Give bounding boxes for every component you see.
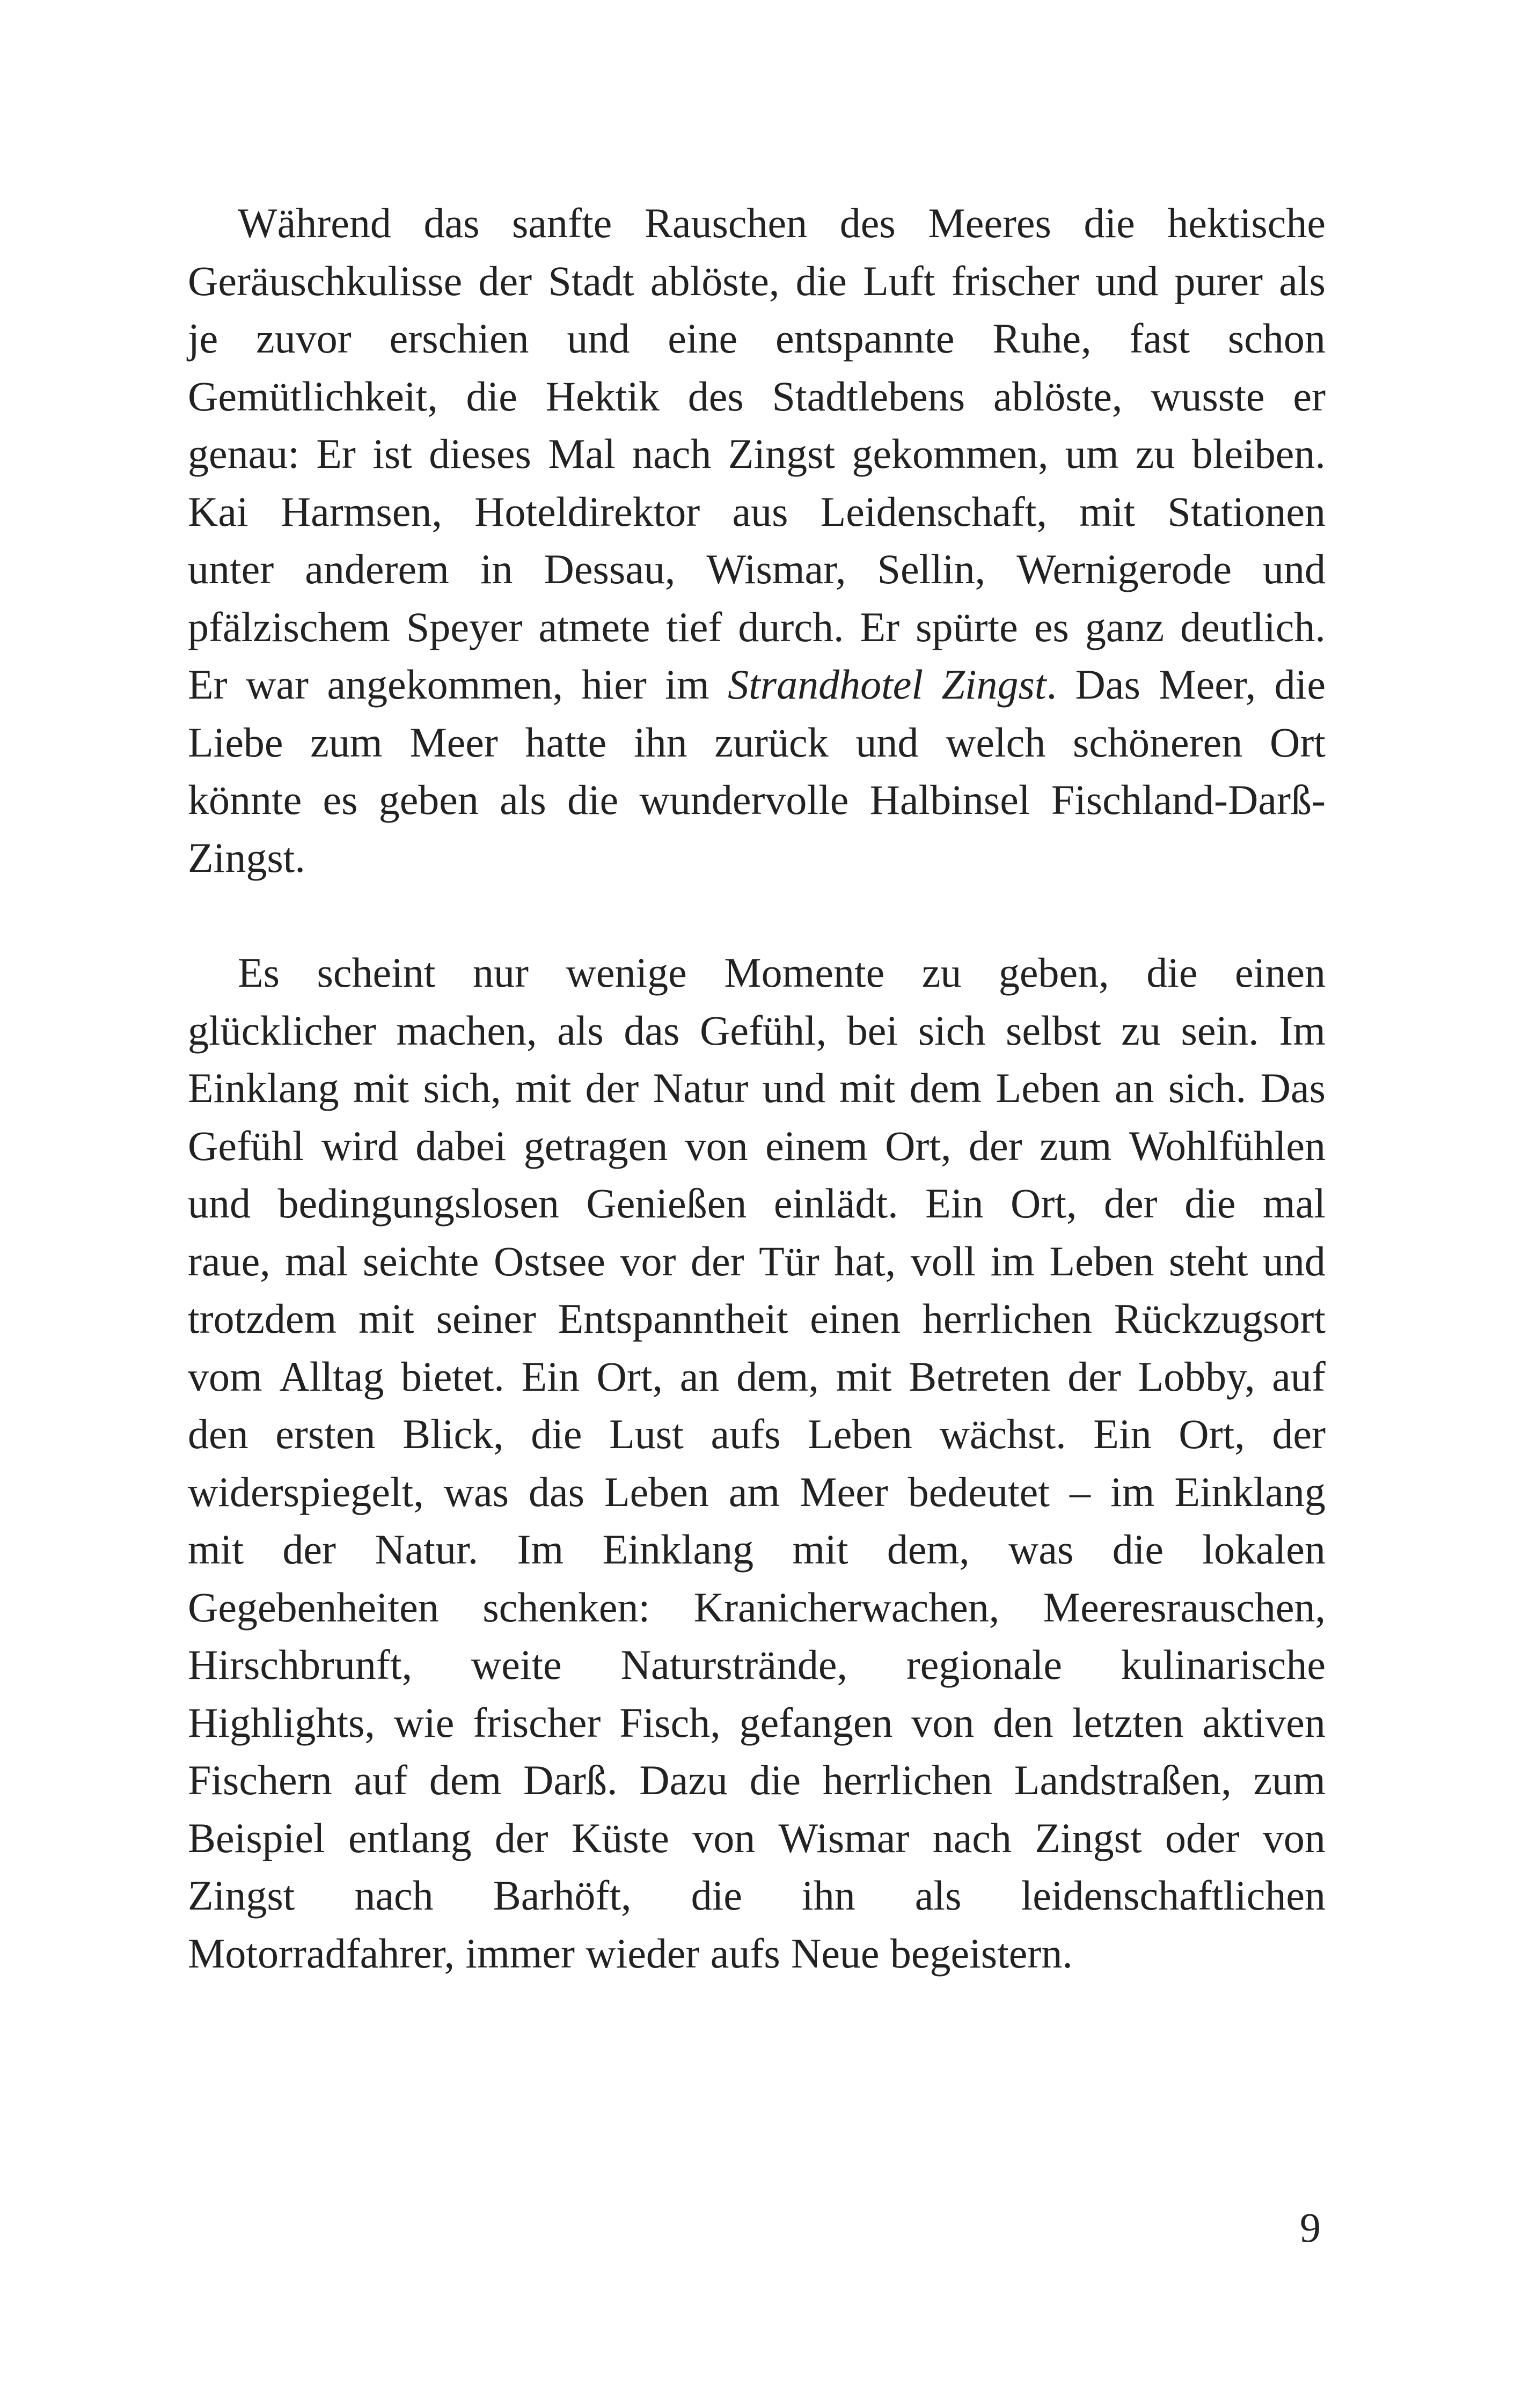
word: ganz — [1085, 603, 1165, 650]
word: welch — [946, 718, 1046, 766]
word: zu — [1135, 430, 1175, 477]
word: Wohlfühlen — [1129, 1122, 1326, 1169]
word: geben, — [998, 949, 1109, 996]
word: den — [188, 1411, 248, 1457]
word: Dazu — [639, 1757, 728, 1803]
word: Ein — [1093, 1411, 1152, 1457]
word: zu — [921, 949, 962, 996]
text-line — [188, 1636, 1326, 1694]
word: zum — [1253, 1757, 1326, 1803]
word: hatte — [525, 718, 607, 766]
word: Strandhotel — [728, 661, 924, 708]
word: er — [1293, 372, 1326, 420]
word: dieses — [429, 430, 531, 477]
word: Darß. — [523, 1757, 618, 1803]
word: Zingst — [188, 1872, 295, 1919]
word: die — [691, 1872, 742, 1919]
word: die — [1184, 1180, 1236, 1227]
word: auf — [354, 1757, 408, 1803]
word: im — [665, 661, 709, 708]
word: sich — [918, 1007, 986, 1054]
word: eine — [668, 315, 738, 362]
word: machen, — [396, 1007, 537, 1054]
word: Beispiel — [188, 1814, 325, 1861]
word: wie — [393, 1699, 455, 1746]
word: je — [188, 315, 218, 362]
word: und — [1262, 1237, 1326, 1284]
word: Wismar, — [706, 546, 846, 592]
text-line — [188, 1059, 1326, 1117]
word: zurück — [714, 718, 829, 766]
word: sich, — [423, 1064, 501, 1111]
word: Natur. — [375, 1526, 479, 1573]
word: Hektik — [545, 372, 660, 420]
word: wieder — [586, 1929, 700, 1977]
word: schöneren — [1073, 718, 1243, 766]
word: Ein — [925, 1180, 984, 1227]
word: Kranicherwachen, — [693, 1583, 1000, 1631]
word: hier — [581, 661, 647, 708]
word: Stadt — [548, 257, 634, 304]
word: Stationen — [1167, 488, 1326, 535]
word: im — [990, 1237, 1035, 1284]
word: bedingungslosen — [277, 1180, 559, 1227]
word: Hirschbrunft, — [188, 1641, 413, 1688]
word: Ein — [521, 1353, 580, 1400]
word: Leben — [1049, 1237, 1154, 1284]
word: zu — [1121, 1007, 1161, 1054]
text-line — [188, 1002, 1326, 1060]
text-line — [188, 1463, 1326, 1521]
word: die — [466, 372, 517, 420]
word: kulinarische — [1121, 1641, 1326, 1688]
word: vom — [188, 1353, 262, 1400]
word: entspannte — [775, 315, 955, 362]
word: angekommen, — [327, 661, 564, 708]
word: Lobby, — [1138, 1353, 1255, 1400]
word: Highlights, — [188, 1699, 375, 1746]
word: Blick, — [403, 1411, 504, 1457]
text-line — [188, 1117, 1326, 1175]
word: wundervolle — [639, 776, 849, 823]
word: widerspiegelt, — [188, 1468, 424, 1515]
word: einen — [810, 1295, 901, 1342]
word: Im — [517, 1526, 564, 1573]
word: als — [914, 1872, 962, 1919]
word: an — [679, 1353, 720, 1400]
word: zuvor — [256, 315, 352, 362]
word: schon — [1227, 315, 1326, 362]
word: Tür — [759, 1237, 819, 1284]
word: Es — [238, 949, 280, 996]
word: letzten — [1072, 1699, 1184, 1746]
text-line — [188, 194, 1326, 252]
word: Ostsee — [493, 1237, 605, 1284]
word: wächst. — [939, 1411, 1066, 1457]
word: von — [685, 1122, 748, 1169]
word: es — [1034, 603, 1069, 650]
word: voll — [910, 1237, 976, 1284]
text-line — [188, 1521, 1326, 1579]
word: die — [795, 257, 847, 304]
word: Das — [1075, 661, 1140, 708]
word: Halbinsel — [869, 776, 1030, 823]
word: Zingst. — [941, 661, 1057, 708]
word: es — [323, 776, 358, 823]
word: die — [531, 1411, 582, 1457]
word: in — [480, 546, 513, 592]
word: von — [911, 1699, 975, 1746]
word: unter — [188, 546, 274, 592]
word: Zingst — [1035, 1814, 1142, 1861]
word: Meer, — [1159, 661, 1256, 708]
word: Leidenschaft, — [820, 488, 1047, 535]
word: die — [1084, 200, 1135, 246]
word: begeistern. — [890, 1929, 1073, 1977]
word: atmete — [538, 603, 650, 650]
word: aus — [732, 488, 788, 535]
word: Stadtlebens — [772, 372, 965, 420]
text-line — [188, 252, 1326, 310]
word: frischer — [951, 257, 1079, 304]
word: hektische — [1167, 200, 1326, 246]
word: bietet. — [401, 1353, 504, 1400]
word: Ort, — [885, 1122, 952, 1169]
word: dem, — [887, 1526, 970, 1573]
word: einen — [1235, 949, 1326, 996]
word: Luft — [863, 257, 935, 304]
word: Ort, — [1179, 1411, 1245, 1457]
word: herrlichen — [822, 1757, 992, 1803]
word: Er — [316, 430, 356, 477]
word: genau: — [188, 430, 299, 477]
word: tief — [666, 603, 722, 650]
word: Rauschen — [644, 200, 808, 246]
word: Ort — [1269, 718, 1326, 766]
word: bei — [846, 1007, 898, 1054]
text-line — [188, 540, 1326, 598]
word: frischer — [473, 1699, 601, 1746]
word: das — [624, 1007, 680, 1054]
text-line — [188, 829, 1326, 887]
word: und — [1263, 546, 1326, 592]
word: Liebe — [188, 718, 283, 766]
word: könnte — [188, 776, 302, 823]
text-line — [188, 1174, 1326, 1232]
word: erschien — [389, 315, 529, 362]
word: einem — [765, 1122, 868, 1169]
word: um — [1065, 430, 1119, 477]
word: die — [567, 776, 619, 823]
word: Genießen — [586, 1180, 747, 1227]
word: nur — [473, 949, 529, 996]
word: die — [749, 1757, 801, 1803]
word: dem — [909, 1064, 982, 1111]
word: von — [1262, 1814, 1326, 1861]
word: Alltag — [279, 1353, 384, 1400]
text-line — [188, 1579, 1326, 1636]
word: ihn — [802, 1872, 855, 1919]
word: Speyer — [406, 603, 523, 650]
word: Leben — [996, 1064, 1101, 1111]
word: Rückzugsort — [1114, 1295, 1326, 1342]
word: ist — [372, 430, 412, 477]
word: seiner — [436, 1295, 536, 1342]
text-line — [188, 483, 1326, 541]
word: Zingst — [728, 430, 836, 477]
word: – — [1069, 1468, 1091, 1515]
word: Landstraßen, — [1014, 1757, 1232, 1803]
word: und — [762, 1064, 825, 1111]
word: Küste — [571, 1814, 669, 1861]
word: zum — [310, 718, 383, 766]
word: Meer — [800, 1468, 888, 1515]
word: an — [1114, 1064, 1154, 1111]
word: der — [1104, 1180, 1158, 1227]
word: fast — [1129, 315, 1190, 362]
word: Geräuschkulisse — [188, 257, 463, 304]
word: und — [188, 1180, 251, 1227]
text-line — [188, 1348, 1326, 1406]
word: was — [1008, 1526, 1074, 1573]
word: Zingst. — [188, 834, 305, 881]
word: Gemütlichkeit, — [188, 372, 438, 420]
word: als — [1279, 257, 1326, 304]
word: als — [557, 1007, 604, 1054]
word: purer — [1174, 257, 1263, 304]
word: gekommen, — [852, 430, 1049, 477]
word: Meeresrauschen, — [1043, 1583, 1326, 1631]
word: mal — [285, 1237, 348, 1284]
word: spürte — [916, 603, 1018, 650]
word: Wismar — [778, 1814, 910, 1861]
text-line — [188, 1405, 1326, 1463]
word: sanfte — [512, 200, 612, 246]
word: herrlichen — [922, 1295, 1093, 1342]
word: raue, — [188, 1237, 270, 1284]
text-line — [188, 1232, 1326, 1290]
word: Fisch, — [619, 1699, 721, 1746]
word: Einklang — [602, 1526, 754, 1573]
text-line — [188, 1867, 1326, 1925]
text-line — [188, 1290, 1326, 1348]
word: einlädt. — [773, 1180, 898, 1227]
word: selbst — [1005, 1007, 1101, 1054]
word: Barhöft, — [493, 1872, 632, 1919]
word: anderem — [305, 546, 449, 592]
word: nach — [632, 430, 712, 477]
word: von — [692, 1814, 756, 1861]
word: der — [494, 1814, 548, 1861]
word: pfälzischem — [188, 603, 390, 650]
word: Einklang — [1174, 1468, 1326, 1515]
word: war — [246, 661, 309, 708]
word: der — [691, 1237, 744, 1284]
word: Leben — [808, 1411, 912, 1457]
paragraph-1 — [188, 194, 1326, 886]
word: der — [585, 1064, 639, 1111]
word: dem — [429, 1757, 502, 1803]
word: Gefühl — [188, 1122, 304, 1169]
text-line — [188, 598, 1326, 656]
word: nach — [354, 1872, 434, 1919]
word: die — [1112, 1526, 1164, 1573]
word: und — [855, 718, 919, 766]
word: Gegebenheiten — [188, 1583, 439, 1631]
word: Neue — [791, 1929, 880, 1977]
word: hat, — [834, 1237, 896, 1284]
word: das — [529, 1468, 584, 1515]
word: Momente — [724, 949, 885, 996]
word: Einklang — [188, 1064, 339, 1111]
word: regionale — [906, 1641, 1062, 1688]
word: nach — [932, 1814, 1012, 1861]
word: was — [443, 1468, 509, 1515]
word: oder — [1165, 1814, 1240, 1861]
word: mal — [1263, 1180, 1326, 1227]
word: der — [478, 257, 532, 304]
word: sein. — [1181, 1007, 1259, 1054]
word: Ort, — [596, 1353, 663, 1400]
word: sich. — [1168, 1064, 1247, 1111]
word: vor — [620, 1237, 676, 1284]
word: der — [282, 1526, 336, 1573]
word: gefangen — [739, 1699, 893, 1746]
word: und — [567, 315, 630, 362]
word: der — [1067, 1353, 1121, 1400]
word: die — [1146, 949, 1198, 996]
text-line — [188, 1809, 1326, 1867]
word: bedeutet — [908, 1468, 1050, 1515]
word: mit — [1079, 488, 1136, 535]
text-line — [188, 425, 1326, 483]
word: mit — [792, 1526, 848, 1573]
word: deutlich. — [1180, 603, 1326, 650]
word: Fischern — [188, 1757, 332, 1803]
word: aufs — [710, 1929, 780, 1977]
word: Kai — [188, 488, 248, 535]
word: Er — [188, 661, 228, 708]
page-number: 9 — [1300, 2204, 1321, 2251]
word: Harmsen, — [280, 488, 442, 535]
text-line — [188, 944, 1326, 1002]
text-line — [188, 714, 1326, 772]
word: im — [1110, 1468, 1155, 1515]
text-line — [188, 368, 1326, 425]
word: weite — [471, 1641, 562, 1688]
word: steht — [1168, 1237, 1248, 1284]
word: Dessau, — [544, 546, 676, 592]
word: Ort, — [1011, 1180, 1077, 1227]
word: getragen — [523, 1122, 668, 1169]
text-line — [188, 310, 1326, 368]
word: der — [1272, 1411, 1326, 1457]
word: Wernigerode — [1016, 546, 1232, 592]
paragraph-2 — [188, 944, 1326, 1982]
word: als — [500, 776, 546, 823]
word: seichte — [362, 1237, 479, 1284]
word: Während — [238, 200, 391, 246]
word: scheint — [317, 949, 436, 996]
word: ablöste, — [993, 372, 1123, 420]
word: des — [687, 372, 744, 420]
word: mit — [836, 1353, 892, 1400]
word: den — [993, 1699, 1053, 1746]
word: geben — [378, 776, 479, 823]
word: Naturstrände, — [620, 1641, 847, 1688]
word: Mal — [548, 430, 616, 477]
word: glücklicher — [188, 1007, 376, 1054]
word: auf — [1272, 1353, 1326, 1400]
word: des — [839, 200, 896, 246]
word: Meeres — [928, 200, 1051, 246]
word: aktiven — [1202, 1699, 1326, 1746]
word: zum — [1039, 1122, 1112, 1169]
word: ihn — [633, 718, 687, 766]
word: Natur — [653, 1064, 749, 1111]
text-line — [188, 656, 1326, 714]
word: durch. — [738, 603, 844, 650]
text-line — [188, 1925, 1326, 1983]
word: Betreten — [909, 1353, 1051, 1400]
word: ersten — [275, 1411, 376, 1457]
text-line — [188, 1694, 1326, 1752]
word: mit — [515, 1064, 572, 1111]
word: wird — [321, 1122, 398, 1169]
word: immer — [465, 1929, 575, 1977]
word: Er — [860, 603, 900, 650]
word: ablöste, — [650, 257, 780, 304]
word: schenken: — [482, 1583, 650, 1631]
word: Lust — [609, 1411, 684, 1457]
word: leidenschaftlichen — [1021, 1872, 1326, 1919]
word: mit — [188, 1526, 244, 1573]
word: Gefühl, — [700, 1007, 827, 1054]
word: Leben — [604, 1468, 709, 1515]
word: trotzdem — [188, 1295, 337, 1342]
word: mit — [358, 1295, 414, 1342]
text-line — [188, 1751, 1326, 1809]
word: dem, — [736, 1353, 819, 1400]
word: am — [728, 1468, 780, 1515]
text-line — [188, 771, 1326, 829]
word: Sellin, — [877, 546, 986, 592]
word: aufs — [711, 1411, 781, 1457]
word: Im — [1279, 1007, 1326, 1054]
word: entlang — [348, 1814, 472, 1861]
word: der — [968, 1122, 1022, 1169]
word: Hoteldirektor — [474, 488, 700, 535]
word: dabei — [415, 1122, 507, 1169]
word: Fischland-Darß- — [1051, 776, 1326, 823]
word: bleiben. — [1191, 430, 1326, 477]
word: Das — [1260, 1064, 1326, 1111]
word: mit — [839, 1064, 896, 1111]
word: wusste — [1151, 372, 1265, 420]
word: und — [1095, 257, 1159, 304]
word: Motorradfahrer, — [188, 1929, 455, 1977]
word: Entspanntheit — [558, 1295, 788, 1342]
word: lokalen — [1202, 1526, 1326, 1573]
word: mit — [353, 1064, 409, 1111]
word: die — [1274, 661, 1326, 708]
word: wenige — [566, 949, 687, 996]
word: Ruhe, — [992, 315, 1092, 362]
word: das — [423, 200, 480, 246]
word: Meer — [409, 718, 498, 766]
